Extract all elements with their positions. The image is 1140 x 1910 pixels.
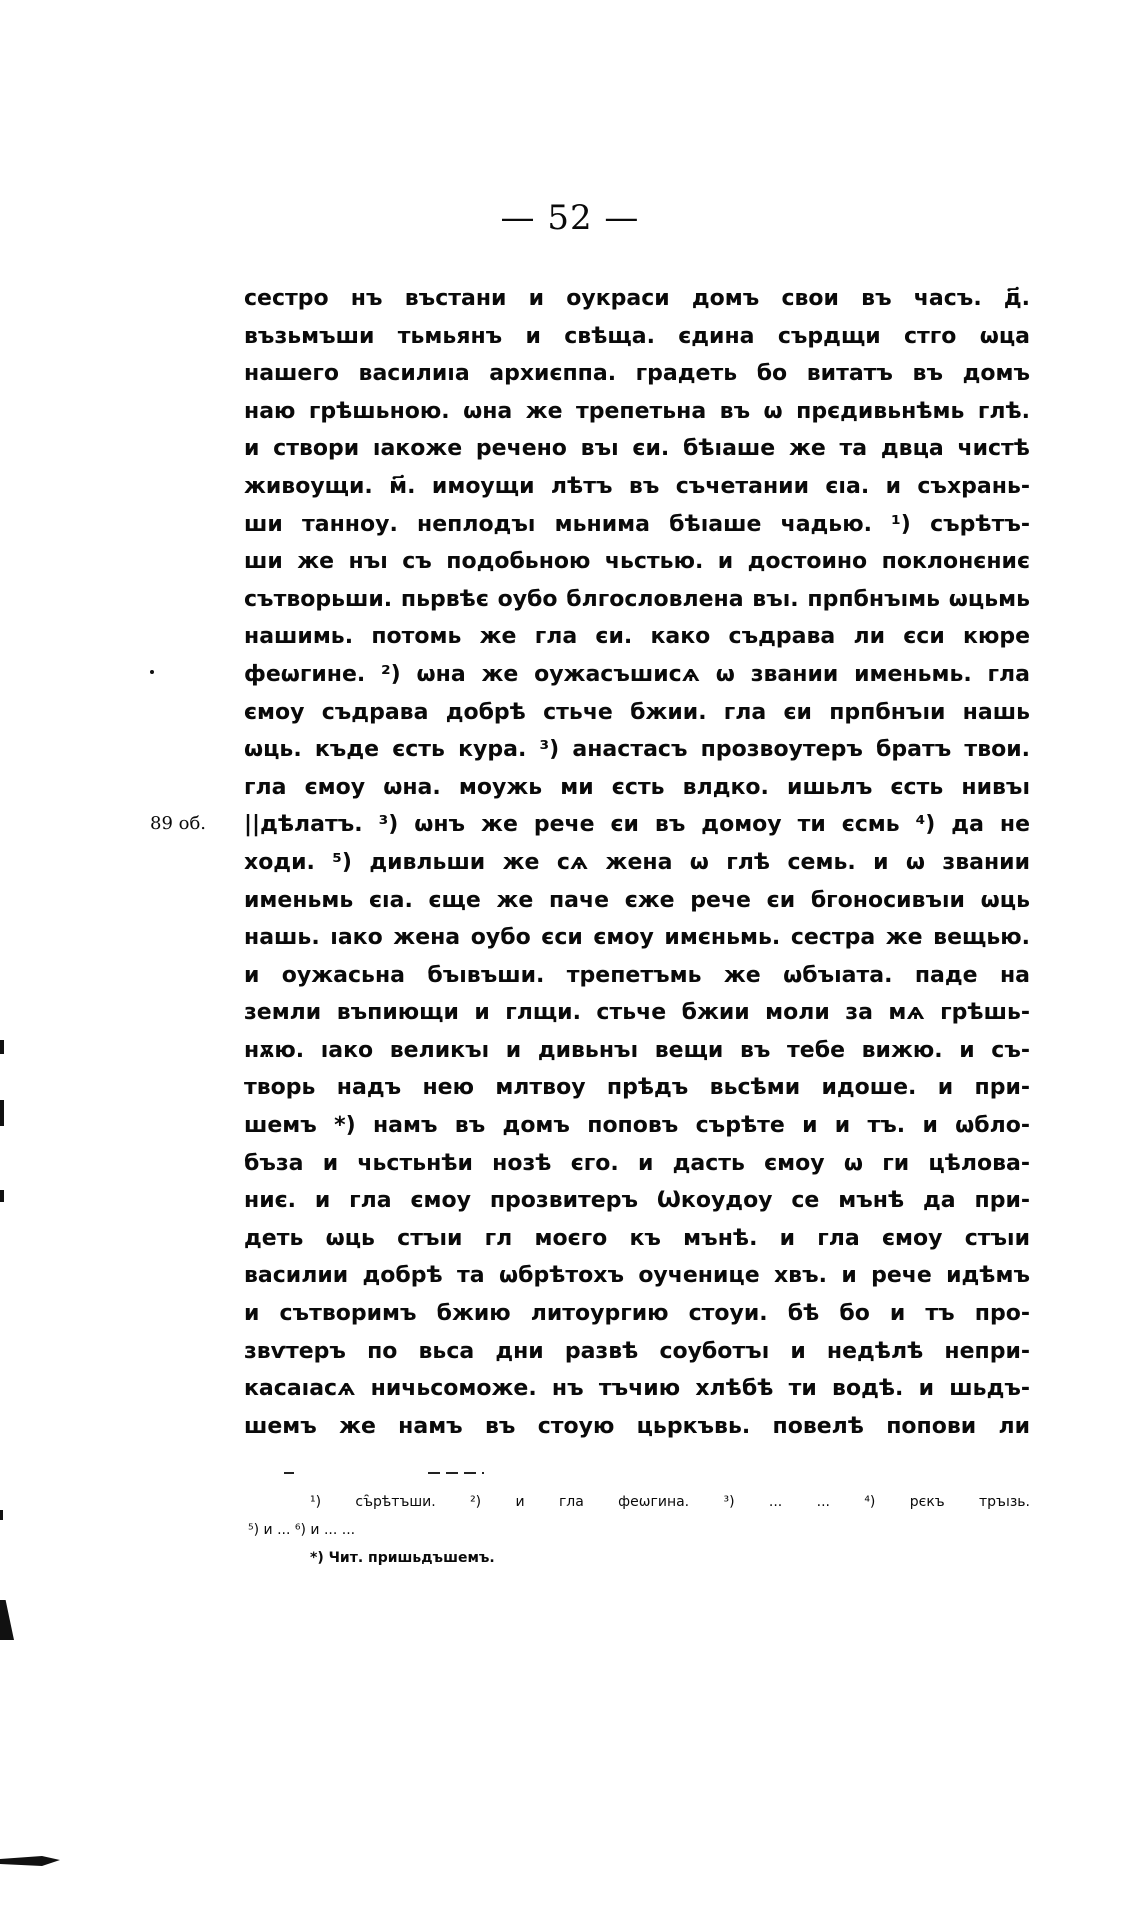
- text-line: ходи. ⁵) дивльши же сѧ жена ѡ глѣ семь. и ѡ звании: [244, 849, 1030, 875]
- text-line: нашего василиıа архиєппа. градеть бо витатъ въ домъ: [244, 361, 1030, 387]
- scan-edge-mark: [0, 1600, 14, 1640]
- text-line: ши же нъı съ подобьною чьстью. и достоино поклонєниє: [244, 549, 1030, 575]
- text-line: гла ємоу ѡна. моужь ми єсть влдко. ишьлъ єсть нивъı: [244, 774, 1030, 800]
- text-line: василии добрѣ та ωбрѣтохъ оученице хвъ. и рече идѣмъ: [244, 1263, 1030, 1289]
- footnotes-block: [244, 1488, 1030, 1572]
- scan-edge-mark: [0, 1856, 60, 1866]
- text-line: ||дѣлатъ. ³) ѡнъ же рече єи въ домоу ти єсмь ⁴) да не: [244, 812, 1030, 838]
- text-line: нѫю. ıако великъı и дивьнъı вещи въ тебе вижю. и съ-: [244, 1037, 1030, 1063]
- scan-edge-mark: [0, 1510, 3, 1520]
- text-line: наю грѣшьною. ѡна же трепетьна въ ѡ прєдивьнѣмь глѣ.: [244, 398, 1030, 424]
- text-line: и оужасьна бъıвъши. трепетъмь же ωбъıата. паде на: [244, 962, 1030, 988]
- text-line: именьмь єıа. єще же паче єже рече єи бгоносивъıи ѡць: [244, 887, 1030, 913]
- text-line: шемъ же намъ въ стоую цьркъвь. повелѣ попови ли: [244, 1413, 1030, 1439]
- footnote-line: ¹) съ̑рѣтъши. ²) и гла феωгина. ³) ... ... ⁴) рєкъ тръıзь.: [310, 1494, 1030, 1510]
- scan-edge-mark: [150, 670, 154, 674]
- text-line: деть ѡць стъıи гл моєго къ мънѣ. и гла ємоу стъıи: [244, 1225, 1030, 1251]
- scan-edge-mark: [0, 1100, 4, 1126]
- text-line: бъза и чьстьнѣи нозѣ єго. и дасть ємоу ω ги цѣлова-: [244, 1150, 1030, 1176]
- text-line: звѵтеръ по вьса дни развѣ соуботъı и недѣлѣ непри-: [244, 1338, 1030, 1364]
- text-line: творь надъ нею млтвоу прѣдъ вьсѣми идоше. и при-: [244, 1075, 1030, 1101]
- text-line: нашь. ıако жена оубо єси ємоу имєньмь. сестра же вещью.: [244, 925, 1030, 951]
- text-line: феωгине. ²) ѡна же оужасъшисѧ ѡ звании именьмь. гла: [244, 661, 1030, 687]
- text-line: касаıасѧ ничьсоможе. нъ тъчию хлѣбѣ ти водѣ. и шьдъ-: [244, 1376, 1030, 1402]
- footnote-line: *) Чит. пришьдъшемъ.: [310, 1550, 495, 1566]
- page-number: — 52 —: [500, 198, 640, 238]
- text-line: ниє. и гла ємоу прозвитеръ Ѡкоудоу се мънѣ да при-: [244, 1188, 1030, 1214]
- text-line: сестро нъ въстани и оукраси домъ свои въ часъ. д҃.: [244, 286, 1030, 311]
- text-line: земли въпиющи и глщи. стьче бжии моли за мѧ грѣшь-: [244, 1000, 1030, 1026]
- scan-edge-mark: [0, 1190, 4, 1202]
- text-line: ши танноу. неплодъı мьнима бѣıаше чадью. ¹) сърѣтъ-: [244, 511, 1030, 537]
- text-line: нашимь. потомь же гла єи. како съдрава ли єси кюре: [244, 624, 1030, 650]
- text-line: и сътворимъ бжию литоургию стоуи. бѣ бо и тъ про-: [244, 1301, 1030, 1327]
- text-line: ѡць. къде єсть кура. ³) анастасъ прозвоутеръ братъ твои.: [244, 737, 1030, 763]
- text-line: възьмъши тьмьянъ и свѣща. єдина сърдщи стго ѡца: [244, 323, 1030, 349]
- text-line: сътворьши. пьрвѣє оубо блгословлена въı. прпбнъıмь ѡцьмь: [244, 586, 1030, 612]
- text-line: живоущи. м҃. имоущи лѣтъ въ съчетании єıа. и съхрань-: [244, 473, 1030, 499]
- folio-margin-note: 89 об.: [150, 813, 207, 834]
- scan-edge-mark: [0, 1040, 4, 1054]
- text-line: и створи ıакоже речено въı єи. бѣıаше же та двца чистѣ: [244, 436, 1030, 462]
- footnote-separator: [284, 1470, 484, 1476]
- footnote-line: ⁵) и ... ⁶) и ... ...: [248, 1522, 356, 1538]
- text-line: шемъ *) намъ въ домъ поповъ сърѣте и и тъ. и ωбло-: [244, 1113, 1030, 1139]
- main-text-block: [244, 280, 1030, 1445]
- text-line: ємоу съдрава добрѣ стьче бжии. гла єи прпбнъıи нашь: [244, 699, 1030, 725]
